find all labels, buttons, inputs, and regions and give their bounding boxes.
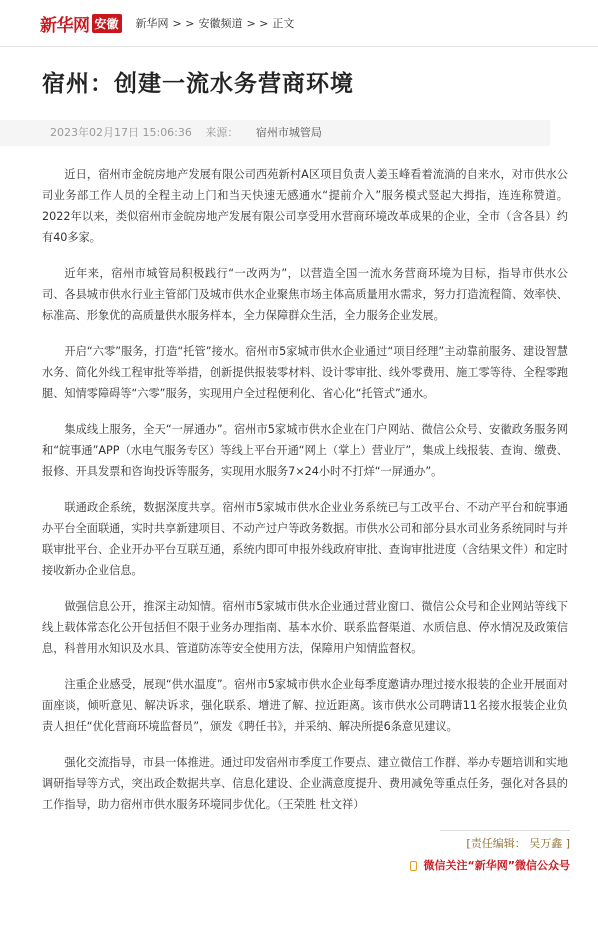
breadcrumb-channel[interactable]: 安徽频道 bbox=[198, 17, 243, 30]
article-paragraph: 注重企业感受，展现“供水温度”。宿州市5家城市供水企业每季度邀请办理过接水报装的企业开展面对面座谈，倾听意见、解决诉求，强化联系、增进了解、拉近距离。该市供水公司聘请11名接水报装企业负责人担任“优化营商环境监督员”，颁发《聘任书》，并采纳、解决所提6条意见建议。 bbox=[42, 678, 568, 733]
phone-icon bbox=[410, 861, 417, 871]
article-title: 宿州：创建一流水务营商环境 bbox=[42, 71, 354, 97]
article-paragraph: 集成线上服务，全天“一屏通办”。宿州市5家城市供水企业在门户网站、微信公众号、安徽政务服务网和“皖事通”APP（水电气服务专区）等线上平台开通“网上（掌上）营业厅”，集成上线报装、查询、缴费、报修、开具发票和咨询投诉等服务，实现用水服务7×24小时不打烊“一屏通办”。 bbox=[42, 423, 568, 478]
breadcrumb-current: 正文 bbox=[272, 17, 295, 30]
breadcrumb-separator: > > bbox=[246, 16, 269, 30]
article-body bbox=[0, 146, 598, 815]
article-paragraph: 做强信息公开，推深主动知情。宿州市5家城市供水企业通过营业窗口、微信公众号和企业网站等线下线上载体常态化公开包括但不限于业务办理指南、基本水价、联系监督渠道、水质信息、停水情况及政策信息，科普用水知识及水具、管道防冻等安全使用方法，保障用户知情监督权。 bbox=[42, 600, 568, 655]
logo-channel-tag: 安徽 bbox=[92, 14, 122, 33]
article-paragraph: 近日，宿州市金皖房地产发展有限公司西苑新村A区项目负责人姜玉峰看着流淌的自来水，对市供水公司业务部工作人员的全程主动上门和当天快速无感通水“提前介入”服务模式竖起大拇指，连连称赞道。2022年以来，类似宿州市金皖房地产发展有限公司享受用水营商环境改革成果的企业，全市（含各县）约有40多家。 bbox=[42, 168, 568, 244]
breadcrumb-separator: > > bbox=[172, 16, 195, 30]
editor-label: [责任编辑： bbox=[466, 837, 526, 850]
follow-text: 微信关注“新华网”微信公众号 bbox=[423, 859, 570, 872]
article-paragraph: 强化交流指导，市县一体推进。通过印发宿州市季度工作要点、建立微信工作群、举办专题培训和实地调研指导等方式，突出政企数据共享、信息化建设、企业满意度提升、费用减免等重点任务，强化对各县的工作指导，助力宿州市供水服务环境同步优化。（王荣胜 杜文祥） bbox=[42, 756, 568, 811]
wechat-follow-link[interactable] bbox=[0, 857, 570, 873]
top-bar bbox=[0, 0, 598, 47]
logo-text: 新华网 bbox=[40, 15, 90, 36]
publish-date: 2023年02月17日 15:06:36 bbox=[50, 126, 192, 139]
source-value: 宿州市城管局 bbox=[255, 126, 322, 139]
article-paragraph: 开启“六零”服务，打造“托管”接水。宿州市5家城市供水企业通过“项目经理”主动靠前服务、建设智慧水务、简化外线工程审批等举措，创新提供报装零材料、设计零审批、线外零费用、施工零等待、全程零跑腿、知情零障碍等“六零”服务，实现用户全过程便利化、省心化“托管式”通水。 bbox=[42, 345, 568, 400]
article-paragraph: 联通政企系统，数据深度共享。宿州市5家城市供水企业业务系统已与工改平台、不动产平台和皖事通办平台全面联通，实时共享新建项目、不动产过户等政务数据。市供水公司和部分县水司业务系统同时与并联审批平台、企业开办平台互联互通，系统内即可申报外线政府审批、查询审批进度（含结果文件）和定时接收新办企业信息。 bbox=[42, 501, 568, 577]
site-logo[interactable] bbox=[40, 11, 122, 36]
article-paragraph: 近年来，宿州市城管局积极践行“一改两为”，以营造全国一流水务营商环境为目标，指导市供水公司、各县城市供水行业主管部门及城市供水企业聚焦市场主体高质量用水需求，努力打造流程简、效率快、标准高、形象优的高质量供水服务样本，全力保障群众生活，全力服务企业发展。 bbox=[42, 267, 568, 322]
breadcrumb-home[interactable]: 新华网 bbox=[135, 17, 169, 30]
source-label: 来源： bbox=[205, 126, 239, 139]
editor-close: ] bbox=[565, 837, 570, 850]
article-meta bbox=[0, 120, 550, 146]
editor-name: 吴万鑫 bbox=[529, 837, 563, 850]
breadcrumb bbox=[136, 15, 299, 31]
editor-credit bbox=[0, 830, 570, 851]
